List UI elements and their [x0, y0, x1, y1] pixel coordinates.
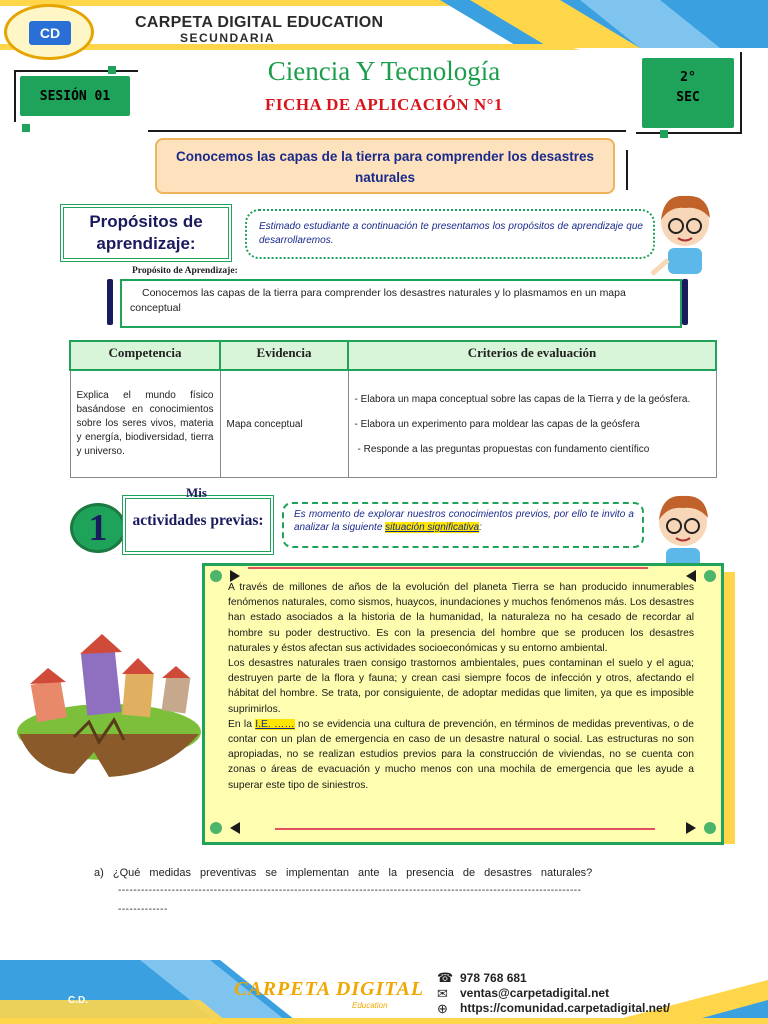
- purpose-label: Propósito de Aprendizaje:: [132, 266, 238, 276]
- activity-number: 1: [70, 503, 126, 553]
- answer-line-end[interactable]: -------------: [118, 904, 168, 915]
- phone-icon: ☎: [437, 970, 454, 985]
- purpose-text: [120, 279, 682, 328]
- session-badge: SESIÓN 01: [20, 76, 130, 116]
- student-illustration: [650, 190, 720, 276]
- story-paragraph: [228, 717, 694, 793]
- topic-box: Conocemos las capas de la tierra para comprender los desastres naturales: [155, 138, 615, 194]
- brand-logo: [4, 4, 94, 60]
- subject-title: Ciencia Y Tecnología: [267, 56, 501, 86]
- purposes-title: Propósitos de aprendizaje:: [60, 204, 232, 262]
- decor-square: [22, 124, 30, 132]
- activities-note: [282, 502, 644, 548]
- activities-title-top: Mis: [186, 485, 207, 500]
- evaluation-table: [69, 340, 717, 478]
- story-paragraph-start: En la: [228, 718, 256, 730]
- activities-note-end: :: [479, 522, 482, 533]
- topic-rule: [148, 130, 626, 132]
- purpose-bracket-left: [107, 279, 113, 325]
- header-subtitle: SECUNDARIA: [180, 31, 276, 45]
- criterio-item: - Elabora un mapa conceptual sobre las capas de la Tierra y de la geósfera.: [354, 393, 691, 405]
- story-rule-bottom: [275, 828, 655, 830]
- footer-cd: C.D.: [68, 995, 88, 1006]
- footer-brand-sub: Education: [352, 1001, 388, 1010]
- earthquake-illustration: [14, 622, 204, 782]
- header-evidencia: Evidencia: [220, 341, 348, 370]
- footer-email[interactable]: ventas@carpetadigital.net: [460, 986, 610, 1000]
- mail-icon: ✉: [437, 986, 448, 1001]
- purpose-text-content: Conocemos las capas de la tierra para comprender los desastres naturales y lo plasmamos en un mapa conceptual: [130, 287, 626, 314]
- header-competencia: Competencia: [70, 341, 220, 370]
- header-banner: [0, 0, 768, 60]
- answer-line[interactable]: -------------------------------------------------------------------------------------------------------------------------: [118, 885, 582, 896]
- table-row: [70, 370, 716, 478]
- header-title: CARPETA DIGITAL EDUCATION: [135, 14, 384, 31]
- criterio-item: - Responde a las preguntas propuestas con fundamento científico: [357, 443, 650, 455]
- footer-phone[interactable]: 978 768 681: [460, 971, 527, 985]
- question-text: ¿Qué medidas preventivas se implementan ante la presencia de desastres naturales?: [112, 867, 593, 879]
- evidencia-cell: Mapa conceptual: [220, 370, 348, 478]
- story-text: [228, 580, 694, 793]
- table-header-row: [70, 341, 716, 370]
- story-paragraph: Los desastres naturales traen consigo trastornos ambientales, pues contaminan el suelo y el agua; destruyen parte de la flora y fauna; y crean casi siempre focos de infección y otros, afectando el hábitat del hombre. Se trata, por consiguiente, de adoptar medidas que limiten, ya que es imposible suprimirlos.: [228, 658, 694, 715]
- header-criterios: Criterios de evaluación: [348, 341, 716, 370]
- criterio-item: - Elabora un experimento para moldear las capas de la geósfera: [354, 418, 640, 430]
- activities-note-text: Es momento de explorar nuestros conocimientos previos, por ello te invito a analizar la siguiente: [294, 509, 634, 533]
- story-paragraph-rest: no se evidencia una cultura de prevención, en términos de medidas preventivas, o de contar con un plan de emergencia en caso de un desastre natural o social. Las estructuras no son apropiadas, no se realizan estudios previos para la construcción de viviendas, no se cuenta con zonas o áreas de evacuación y mucho menos con una mochila de emergencia que les ayude a superar este tipo de siniestros.: [228, 718, 694, 791]
- grade-level: SEC: [676, 90, 700, 105]
- significant-situation-highlight: situación significativa: [385, 522, 480, 533]
- worksheet-title: FICHA DE APLICACIÓN N°1: [265, 95, 503, 114]
- competencia-cell: Explica el mundo físico basándose en conocimientos sobre los seres vivos, materia y energía, biodiversidad, tierra y universo.: [70, 370, 220, 478]
- purpose-bracket-right: [682, 279, 688, 325]
- footer-web[interactable]: https://comunidad.carpetadigital.net/: [460, 1001, 671, 1015]
- criterios-cell: [348, 370, 716, 478]
- footer-brand: CARPETA DIGITAL: [234, 978, 425, 1000]
- purposes-note: Estimado estudiante a continuación te presentamos los propósitos de aprendizaje que desarrollaremos.: [245, 209, 655, 259]
- question-a: [94, 866, 698, 881]
- logo-mark: CD: [29, 21, 71, 45]
- school-placeholder: I.E. ……: [255, 718, 295, 730]
- decor-square: [660, 130, 668, 138]
- story-paragraph: A través de millones de años de la evolución del planeta Tierra se han producido innumerables fenómenos naturales, como sismos, huaycos, inundaciones y muchos fenómenos más. Los desastres han estado asociados a la historia de la humanidad, la naturaleza no ha cesado de recordar al hombre su poder destructivo. Es con la presencia del hombre que se producen los desastres naturales y éstos afectan sus actividades socioeconómicas y su entorno ambiental.: [228, 582, 694, 654]
- web-icon: ⊕: [437, 1001, 448, 1016]
- topic-rule-side: [626, 150, 628, 190]
- question-label: a): [94, 867, 104, 879]
- grade-number: 2°: [680, 70, 696, 85]
- activities-title: actividades previas:: [122, 495, 274, 555]
